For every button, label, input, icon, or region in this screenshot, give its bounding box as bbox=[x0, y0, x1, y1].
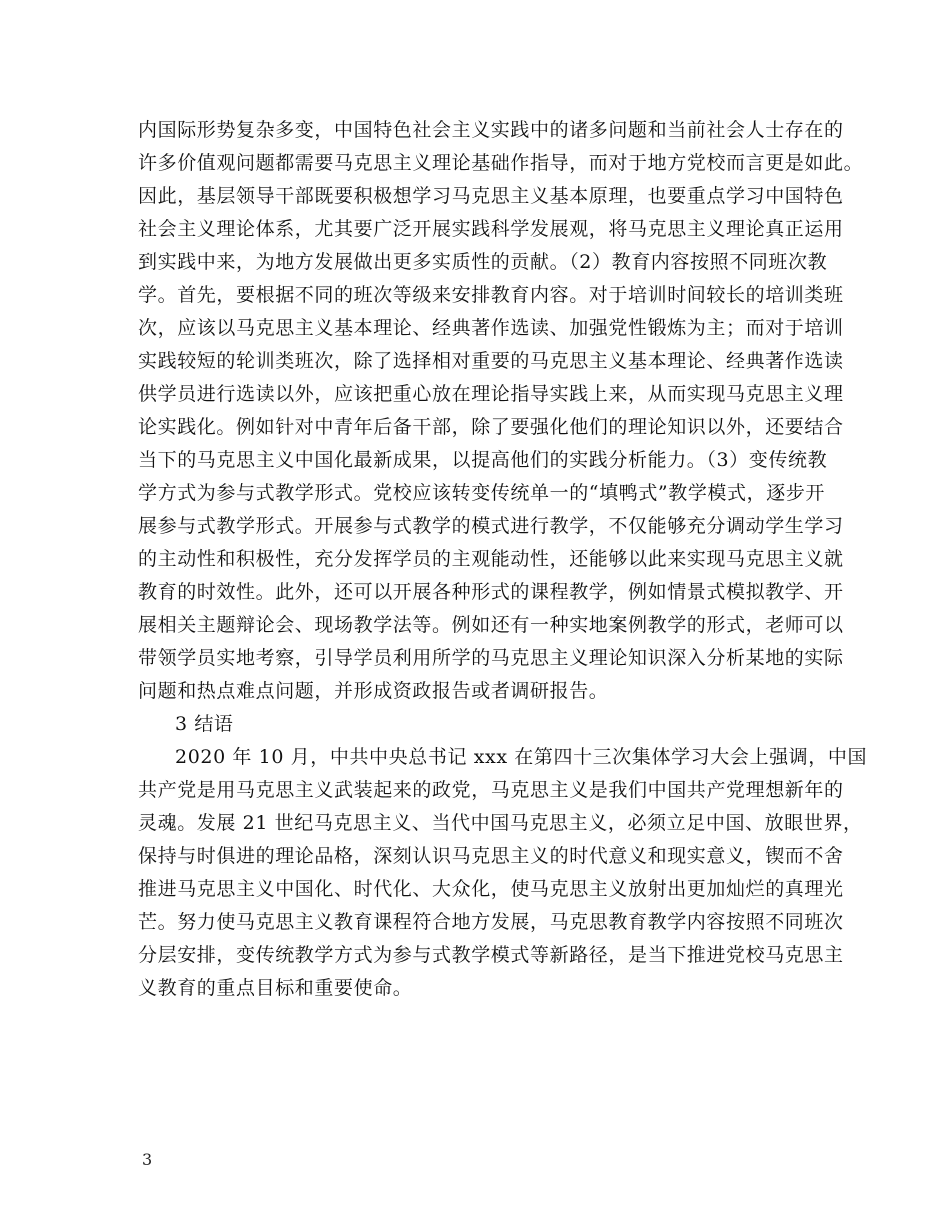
text-line: 分层安排，变传统教学方式为参与式教学模式等新路径，是当下推进党校马克思主 bbox=[138, 944, 844, 966]
text-line: 供学员进行选读以外，应该把重心放在理论指导实践上来，从而实现马克思主义理 bbox=[138, 383, 844, 405]
text-line: 社会主义理论体系，尤其要广泛开展实践科学发展观，将马克思主义理论真正运用 bbox=[138, 218, 844, 240]
text-line: 许多价值观问题都需要马克思主义理论基础作指导，而对于地方党校而言更是如此。 bbox=[138, 152, 864, 174]
text-line: 的主动性和积极性，充分发挥学员的主观能动性，还能够以此来实现马克思主义就 bbox=[138, 548, 844, 570]
text-line: 因此，基层领导干部既要积极想学习马克思主义基本原理，也要重点学习中国特色 bbox=[138, 185, 844, 207]
text-line: 教育的时效性。此外，还可以开展各种形式的课程教学，例如情景式模拟教学、开 bbox=[138, 581, 844, 603]
text-line: 实践较短的轮训类班次，除了选择相对重要的马克思主义基本理论、经典著作选读 bbox=[138, 350, 844, 372]
text-line: 论实践化。例如针对中青年后备干部，除了要强化他们的理论知识以外，还要结合 bbox=[138, 416, 844, 438]
text-line: 芒。努力使马克思主义教育课程符合地方发展，马克思教育教学内容按照不同班次 bbox=[138, 911, 844, 933]
text-line: 2020 年 10 月，中共中央总书记 xxx 在第四十三次集体学习大会上强调，中国 bbox=[175, 746, 868, 768]
text-line: 学。首先，要根据不同的班次等级来安排教育内容。对于培训时间较长的培训类班 bbox=[138, 284, 844, 306]
text-line: 义教育的重点目标和重要使命。 bbox=[138, 977, 413, 999]
text-line: 推进马克思主义中国化、时代化、大众化，使马克思主义放射出更加灿烂的真理光 bbox=[138, 878, 844, 900]
text-line: 展相关主题辩论会、现场教学法等。例如还有一种实地案例教学的形式，老师可以 bbox=[138, 614, 844, 636]
text-line: 展参与式教学形式。开展参与式教学的模式进行教学，不仅能够充分调动学生学习 bbox=[138, 515, 844, 537]
text-line: 保持与时俱进的理论品格，深刻认识马克思主义的时代意义和现实意义，锲而不舍 bbox=[138, 845, 844, 867]
text-line: 灵魂。发展 21 世纪马克思主义、当代中国马克思主义，必须立足中国、放眼世界， bbox=[138, 812, 863, 834]
text-line: 到实践中来，为地方发展做出更多实质性的贡献。（2）教育内容按照不同班次教 bbox=[138, 251, 828, 273]
section-heading: 3 结语 bbox=[175, 713, 234, 735]
page-number: 3 bbox=[142, 1150, 153, 1169]
text-line: 内国际形势复杂多变，中国特色社会主义实践中的诸多问题和当前社会人士存在的 bbox=[138, 119, 844, 141]
text-line: 带领学员实地考察，引导学员利用所学的马克思主义理论知识深入分析某地的实际 bbox=[138, 647, 844, 669]
text-line: 共产党是用马克思主义武装起来的政党，马克思主义是我们中国共产党理想新年的 bbox=[138, 779, 844, 801]
text-line: 次，应该以马克思主义基本理论、经典著作选读、加强党性锻炼为主；而对于培训 bbox=[138, 317, 844, 339]
text-line: 当下的马克思主义中国化最新成果，以提高他们的实践分析能力。（3）变传统教 bbox=[138, 449, 828, 471]
text-line: 问题和热点难点问题，并形成资政报告或者调研报告。 bbox=[138, 680, 609, 702]
text-line: 学方式为参与式教学形式。党校应该转变传统单一的“填鸭式”教学模式，逐步开 bbox=[138, 482, 826, 504]
